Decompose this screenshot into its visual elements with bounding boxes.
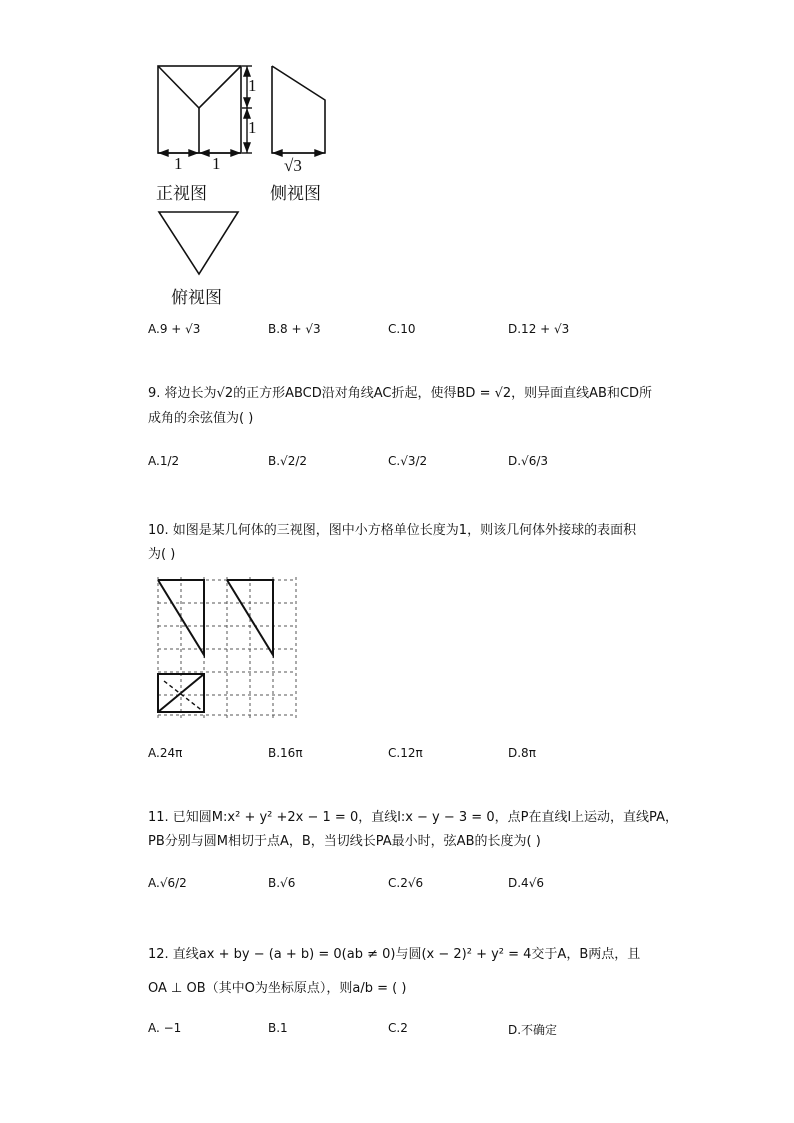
q10-grid-figure <box>150 573 300 723</box>
q8-option-a[interactable]: A.9 + √3 <box>148 322 201 336</box>
q10-option-c[interactable]: C.12π <box>388 746 423 760</box>
side-dim-w: √3 <box>284 156 302 175</box>
q11-option-d[interactable]: D.4√6 <box>508 876 544 890</box>
q10-option-b[interactable]: B.16π <box>268 746 303 760</box>
front-dim-h1: 1 <box>248 76 257 95</box>
q12-option-d[interactable]: D.不确定 <box>508 1023 558 1037</box>
side-view-figure <box>265 60 335 170</box>
q8-option-c[interactable]: C.10 <box>388 322 416 336</box>
top-view-label: 俯视图 <box>171 288 222 307</box>
q9-option-b[interactable]: B.√2/2 <box>268 454 308 468</box>
q9-option-d[interactable]: D.√6/3 <box>508 454 549 468</box>
front-dim-h2: 1 <box>248 118 257 137</box>
q12-text-line1: 12. 直线ax + by − (a + b) = 0(ab ≠ 0)与圆(x − 2)² + y² = 4交于A，B两点，且 <box>148 947 641 962</box>
q12-option-b[interactable]: B.1 <box>268 1021 288 1035</box>
q9-text-line1: 9. 将边长为√2的正方形ABCD沿对角线AC折起，使得BD = √2，则异面直线AB和CD所 <box>148 386 653 401</box>
q11-option-c[interactable]: C.2√6 <box>388 876 424 890</box>
q11-option-a[interactable]: A.√6/2 <box>148 876 187 890</box>
side-view-label: 侧视图 <box>270 184 321 203</box>
q11-option-b[interactable]: B.√6 <box>268 876 296 890</box>
q8-option-d[interactable]: D.12 + √3 <box>508 322 570 336</box>
q11-text-line1: 11. 已知圆M:x² + y² +2x − 1 = 0，直线l:x − y − 3 = 0，点P在直线l上运动，直线PA， <box>148 810 678 825</box>
front-view-figure <box>150 60 260 170</box>
q10-text-line1: 10. 如图是某几何体的三视图，图中小方格单位长度为1，则该几何体外接球的表面积 <box>148 523 637 538</box>
q9-option-c[interactable]: C.√3/2 <box>388 454 428 468</box>
front-dim-w2: 1 <box>212 154 221 173</box>
q12-option-a[interactable]: A. −1 <box>148 1021 182 1035</box>
front-dim-w1: 1 <box>174 154 183 173</box>
q9-option-a[interactable]: A.1/2 <box>148 454 180 468</box>
q10-option-a[interactable]: A.24π <box>148 746 183 760</box>
q11-text-line2: PB分别与圆M相切于点A，B，当切线长PA最小时，弦AB的长度为( ) <box>148 834 541 849</box>
q8-option-b[interactable]: B.8 + √3 <box>268 322 321 336</box>
q10-option-d[interactable]: D.8π <box>508 746 536 760</box>
q12-text-line2: OA ⊥ OB（其中O为坐标原点），则a/b = ( ) <box>148 981 407 996</box>
top-view-figure <box>155 208 245 278</box>
q9-text-line2: 成角的余弦值为( ) <box>148 411 254 426</box>
q10-text-line2: 为( ) <box>148 547 176 562</box>
front-view-label: 正视图 <box>156 184 207 203</box>
q12-option-c[interactable]: C.2 <box>388 1021 408 1035</box>
